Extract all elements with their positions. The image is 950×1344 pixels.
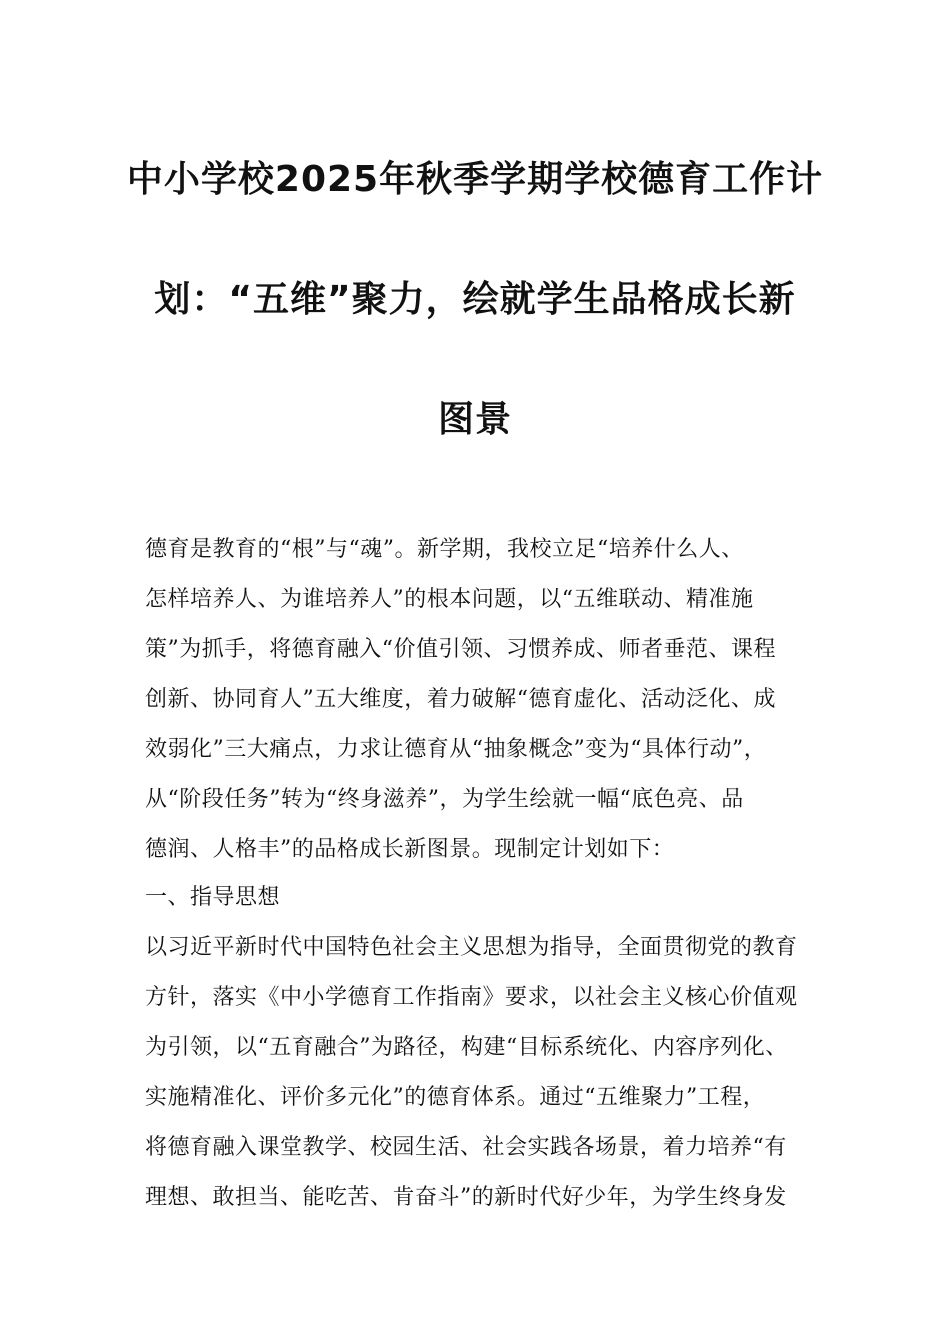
- intro-paragraph-line: 德润、人格丰”的品格成长新图景。现制定计划如下：: [145, 837, 675, 862]
- guiding-paragraph-line: 理想、敢担当、能吃苦、肯奋斗”的新时代好少年，为学生终身发: [145, 1185, 787, 1210]
- guiding-paragraph-line: 以习近平新时代中国特色社会主义思想为指导，全面贯彻党的教育: [145, 935, 798, 960]
- guiding-paragraph-line: 将德育融入课堂教学、校园生活、社会实践各场景，着力培养“有: [145, 1135, 787, 1160]
- intro-paragraph-line: 从“阶段任务”转为“终身滋养”，为学生绘就一幅“底色亮、品: [145, 787, 744, 812]
- intro-paragraph-line: 创新、协同育人”五大维度，着力破解“德育虚化、活动泛化、成: [145, 687, 776, 712]
- intro-paragraph-line: 怎样培养人、为谁培养人”的根本问题，以“五维联动、精准施: [145, 587, 754, 612]
- intro-paragraph-line: 效弱化”三大痛点，力求让德育从“抽象概念”变为“具体行动”，: [145, 737, 767, 762]
- section-heading: 一、指导思想: [145, 885, 281, 910]
- intro-paragraph-line: 策”为抓手，将德育融入“价值引领、习惯养成、师者垂范、课程: [145, 637, 776, 662]
- document-title-line-1: 中小学校2025年秋季学期学校德育工作计: [126, 159, 824, 200]
- guiding-paragraph-line: 为引领，以“五育融合”为路径，构建“目标系统化、内容序列化、: [145, 1035, 788, 1060]
- intro-paragraph-line: 德育是教育的“根”与“魂”。新学期，我校立足“培养什么人、: [145, 537, 744, 562]
- document-title-line-3: 图景: [437, 399, 512, 440]
- guiding-paragraph-line: 方针，落实《中小学德育工作指南》要求，以社会主义核心价值观: [145, 985, 798, 1010]
- guiding-paragraph-line: 实施精准化、评价多元化”的德育体系。通过“五维聚力”工程，: [145, 1085, 766, 1110]
- document-title-line-2: 划：“五维”聚力，绘就学生品格成长新: [154, 279, 796, 320]
